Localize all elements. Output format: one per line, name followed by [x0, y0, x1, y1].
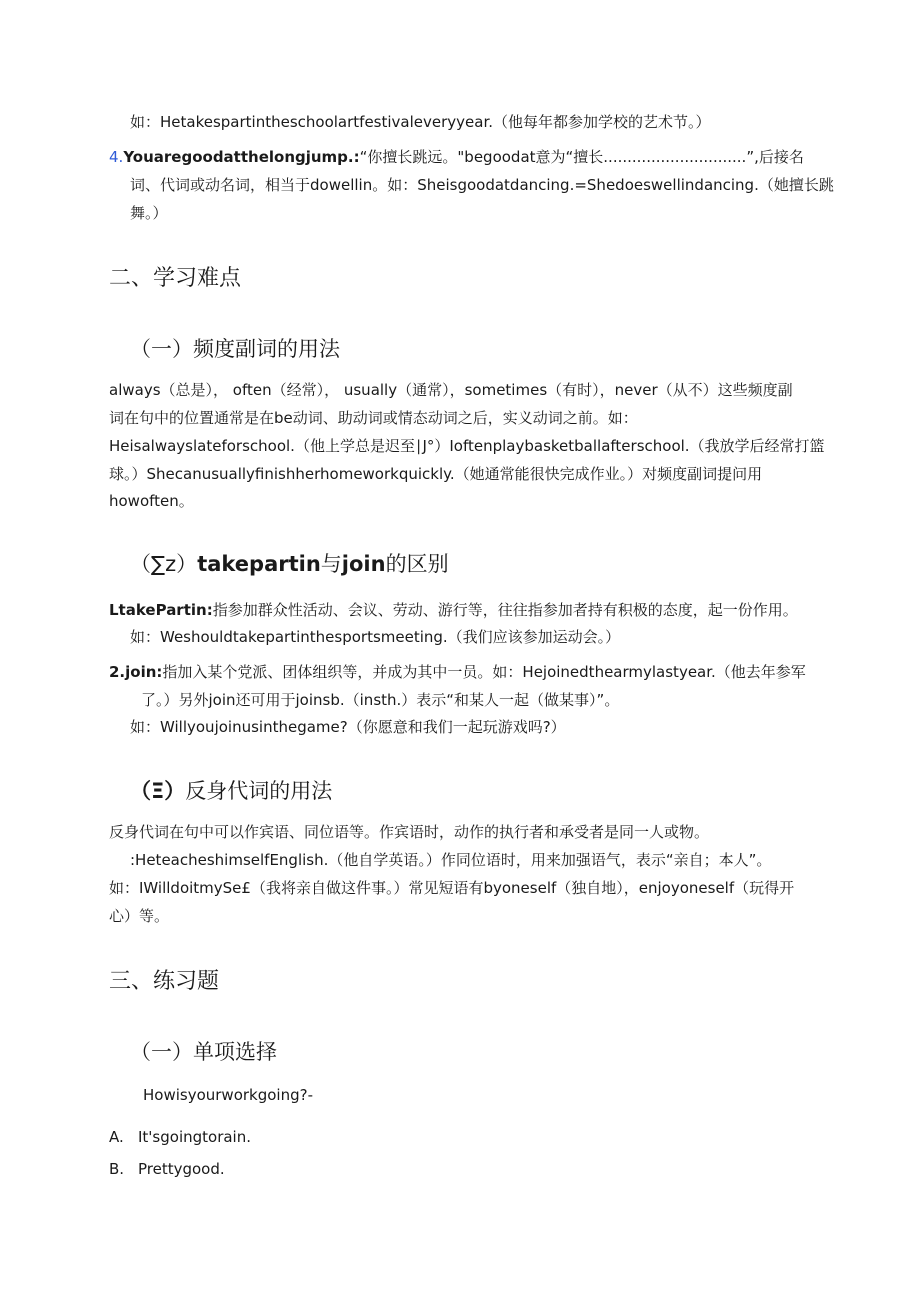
sub2-item1-head: LtakePartin:	[109, 601, 213, 619]
sub3-line-3: 如：IWilldoitmySe£（我将亲自做这件事。）常见短语有byoneself（独自地），enjoyoneself（玩得开	[109, 879, 795, 897]
sub2-title-suffix: 的区别	[385, 552, 449, 576]
sub2-title-term2: join	[341, 552, 386, 576]
section2-sub1-title: （一）频度副词的用法	[130, 337, 340, 361]
intro-item4-line1	[109, 143, 804, 171]
section2-title: 二、学习难点	[109, 266, 242, 291]
item4-number: 4.	[109, 148, 124, 166]
sub2-title-mid: 与	[320, 552, 342, 576]
sub3-line-2: :HeteacheshimselfEnglish.（他自学英语。）作同位语时，用来加强语气，表示“亲自；本人”。	[130, 851, 772, 869]
option-a	[109, 1123, 251, 1151]
section2-sub3-title	[130, 776, 332, 806]
option-a-text: It'sgoingtorain.	[138, 1128, 251, 1146]
sub3-line-4: 心）等。	[109, 907, 170, 925]
sub2-item1	[109, 596, 798, 624]
option-b	[109, 1155, 225, 1183]
sub3-title-prefix: （Ξ）	[130, 779, 186, 803]
intro-example: 如：Hetakespartintheschoolartfestivaleveryyear.（他每年都参加学校的艺术节。）	[130, 113, 711, 131]
question-stem: Howisyourworkgoing?-	[143, 1086, 314, 1104]
intro-item4-line2: 词、代词或动名词，相当于dowellin。如：Sheisgoodatdancing.=Shedoeswellindancing.（她擅长跳	[130, 176, 834, 194]
item4-heading: Youaregoodatthelongjump.:	[123, 148, 360, 166]
sub2-item2	[109, 658, 806, 686]
section3-sub1-title: （一）单项选择	[130, 1040, 277, 1064]
sub1-line-4: 球。）Shecanusuallyfinishherhomeworkquickly.（她通常能很快完成作业。）对频度副词提问用	[109, 465, 763, 483]
sub2-item2-head: 2.join:	[109, 663, 163, 681]
section3-title: 三、练习题	[109, 969, 220, 994]
intro-item4-line3: 舞。）	[130, 204, 168, 222]
option-a-letter: A.	[109, 1128, 124, 1146]
sub2-item2-text: 指加入某个党派、团体组织等，并成为其中一员。如：Hejoinedthearmylastyear.（他去年参军	[162, 663, 806, 681]
option-b-letter: B.	[109, 1160, 125, 1178]
sub2-title-term1: takepartin	[197, 552, 321, 576]
sub2-item2-line2: 了。）另外join还可用于joinsb.（insth.）表示“和某人一起（做某事）”。	[141, 691, 620, 709]
sub1-line-1: always（总是）， often（经常）， usually（通常），sometimes（有时），never（从不）这些频度副	[109, 381, 793, 399]
sub1-line-3: Heisalwayslateforschool.（他上学总是迟至∣J°）Ioftenplaybasketballafterschool.（我放学后经常打篮	[109, 437, 825, 455]
option-b-text: Prettygood.	[138, 1160, 225, 1178]
sub1-line-5: howoften。	[109, 492, 194, 510]
item4-text: “你擅长跳远。"begoodat意为“擅长..............................”,后接名	[359, 148, 804, 166]
sub2-title-prefix: （∑z）	[130, 552, 198, 576]
sub3-title-text: 反身代词的用法	[185, 779, 333, 803]
sub3-line-1: 反身代词在句中可以作宾语、同位语等。作宾语时，动作的执行者和承受者是同一人或物。	[109, 823, 710, 841]
sub2-item1-example: 如：Weshouldtakepartinthesportsmeeting.（我们应该参加运动会。）	[130, 628, 621, 646]
section2-sub2-title	[130, 549, 449, 579]
sub2-item1-text: 指参加群众性活动、会议、劳动、游行等，往往指参加者持有积极的态度，起一份作用。	[212, 601, 798, 619]
sub2-item2-example: 如：Willyoujoinusinthegame?（你愿意和我们一起玩游戏吗?）	[130, 718, 566, 736]
sub1-line-2: 词在句中的位置通常是在be动词、助动词或情态动词之后，实义动词之前。如：	[109, 409, 638, 427]
